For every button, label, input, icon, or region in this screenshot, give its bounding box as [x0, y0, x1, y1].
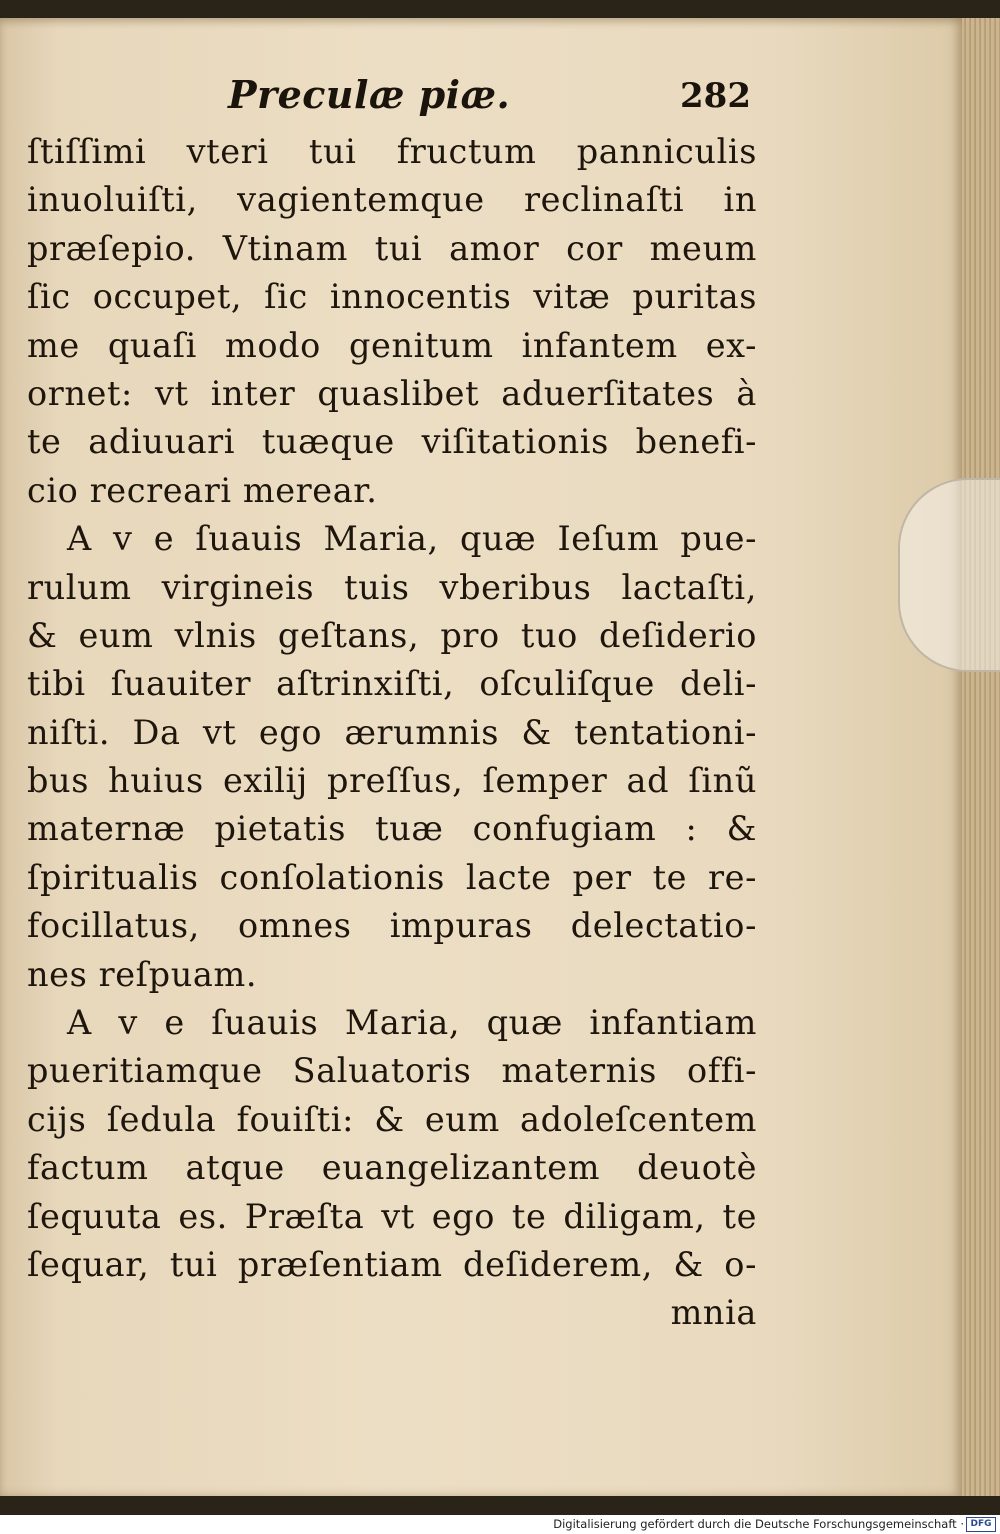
- text-line: pueritiamque Saluatoris maternis offi-: [27, 1051, 757, 1091]
- page-clip: [898, 478, 1000, 672]
- text-line: me quaſi modo genitum infantem ex-: [27, 325, 757, 365]
- text-line: tibi ſuauiter aſtrinxiſti, oſculiſque deli-: [27, 664, 757, 704]
- catchword: mnia: [670, 1293, 757, 1333]
- text-line: rulum virgineis tuis vberibus lactaſti,: [27, 567, 757, 607]
- text-line: te adiuuari tuæque viſitationis benefi-: [27, 422, 757, 462]
- text-line: ſequar, tui præſentiam deſiderem, & o-: [27, 1244, 757, 1284]
- text-line: A v e ſuauis Maria, quæ Ieſum pue-: [67, 519, 757, 559]
- text-line: ſpiritualis conſolationis lacte per te re-: [27, 857, 757, 897]
- text-line: & eum vlnis geſtans, pro tuo deſiderio: [27, 615, 757, 655]
- text-line: niſti. Da vt ego ærumnis & tentationi-: [27, 712, 757, 752]
- text-line: præſepio. Vtinam tui amor cor meum: [27, 228, 757, 268]
- running-title: Preculæ piæ.: [228, 72, 511, 117]
- text-line: ſic occupet, ſic innocentis vitæ puritas: [27, 277, 757, 317]
- text-line: ſequuta es. Præſta vt ego te diligam, te: [27, 1196, 757, 1236]
- funding-credit: Digitalisierung gefördert durch die Deutsche Forschungsgemeinschaft ·: [553, 1517, 964, 1531]
- text-line: nes reſpuam.: [27, 954, 258, 994]
- text-line: cijs ſedula fouiſti: & eum adoleſcentem: [27, 1099, 757, 1139]
- page-edges: [962, 18, 1000, 1496]
- body-text: [27, 128, 757, 1338]
- dfg-logo-icon: DFG: [966, 1517, 996, 1532]
- text-line: cio recreari merear.: [27, 470, 378, 510]
- text-line: bus huius exilij preſſus, ſemper ad ſinũ: [27, 761, 757, 801]
- text-line: ornet: vt inter quaslibet aduerſitates à: [27, 373, 757, 413]
- text-line: inuoluiſti, vagientemque reclinaſti in: [27, 180, 757, 220]
- text-line: focillatus, omnes impuras delectatio-: [27, 906, 757, 946]
- text-line: maternæ pietatis tuæ confugiam : &: [27, 809, 757, 849]
- text-line: A v e ſuauis Maria, quæ infantiam: [67, 1003, 757, 1043]
- text-line: ſtiſſimi vteri tui fructum panniculis: [27, 132, 757, 171]
- text-line: factum atque euangelizantem deuotè: [27, 1148, 757, 1188]
- footer-bar: [0, 1515, 1000, 1534]
- page-header: [30, 72, 755, 128]
- page-number: 282: [680, 76, 751, 116]
